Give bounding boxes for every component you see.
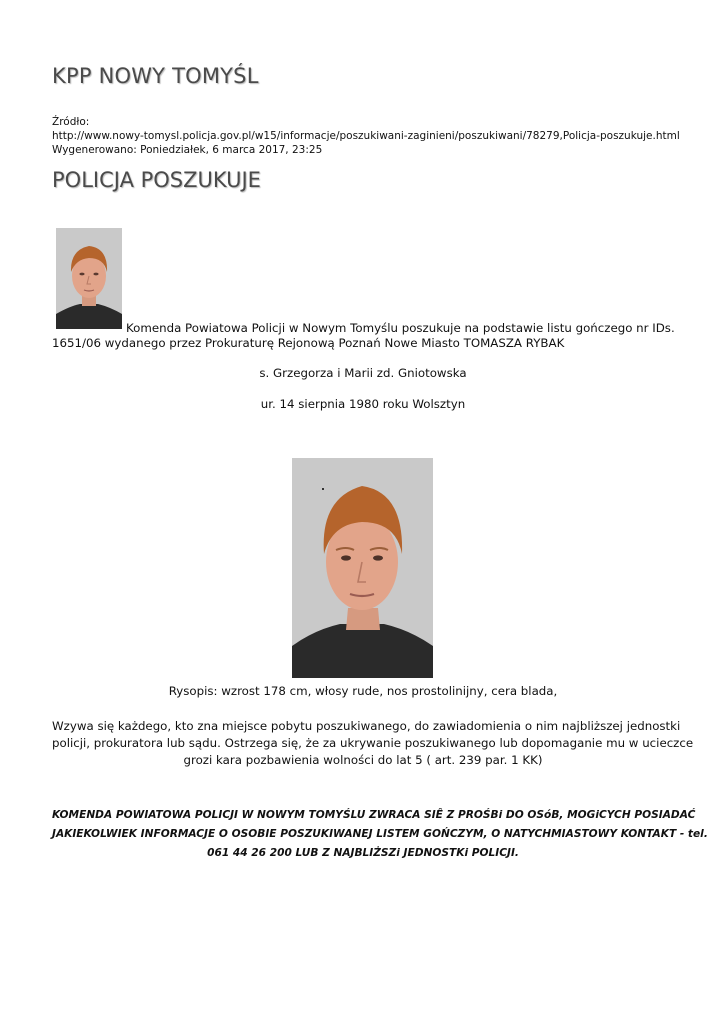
site-title: KPP NOWY TOMYŚL — [52, 64, 259, 88]
generated-date: Wygenerowano: Poniedziałek, 6 marca 2017, 23:25 — [52, 144, 323, 156]
intro-line-1: Komenda Powiatowa Policji w Nowym Tomyślu poszukuje na podstawie listu gończego nr IDs. — [126, 321, 675, 335]
source-meta — [52, 115, 680, 157]
article-title: POLICJA POSZUKUJE — [52, 168, 261, 192]
contact-notice — [52, 806, 708, 863]
suspect-photo-large — [292, 458, 433, 678]
suspect-photo-small — [56, 228, 122, 329]
source-label: Źródło: — [52, 116, 90, 128]
appeal-line: Wzywa się każdego, kto zna miejsce pobytu poszukiwanego, do zawiadomienia o nim najbliższej jednostki — [52, 719, 681, 733]
appeal-line: policji, prokuratora lub sądu. Ostrzega się, że za ukrywanie poszukiwanego lub dopomaganie mu w ucieczce — [52, 736, 694, 750]
rysopis-line: Rysopis: wzrost 178 cm, włosy rude, nos prostolinijny, cera blada, — [168, 684, 558, 698]
notice-line: KOMENDA POWIATOWA POLICJI W NOWYM TOMYŚLU ZWRACA SIÊ Z PROŚBi DO OSóB, MOGiCYCH POSIADAĆ — [52, 809, 696, 821]
notice-line: 061 44 26 200 LUB Z NAJBLIŻSZi JEDNOSTKi POLICJI. — [207, 847, 519, 859]
appeal-line: grozi kara pozbawienia wolności do lat 5 ( art. 239 par. 1 KK) — [183, 753, 543, 767]
notice-line: JAKIEKOLWIEK INFORMACJE O OSOBIE POSZUKIWANEJ LISTEM GOŃCZYM, O NATYCHMIASTOWY KONTAKT - tel. — [52, 828, 708, 840]
parents-line: s. Grzegorza i Marii zd. Gniotowska — [259, 366, 467, 380]
intro-paragraph — [52, 321, 674, 351]
appeal-paragraph — [52, 718, 694, 769]
birth-line: ur. 14 sierpnia 1980 roku Wolsztyn — [260, 397, 466, 411]
source-url[interactable]: http://www.nowy-tomysl.policja.gov.pl/w15/informacje/poszukiwani-zaginieni/poszukiwani/78279,Policja-poszukuje.html — [52, 130, 680, 142]
intro-line-2: 1651/06 wydanego przez Prokuraturę Rejonową Poznań Nowe Miasto TOMASZA RYBAK — [52, 336, 565, 350]
